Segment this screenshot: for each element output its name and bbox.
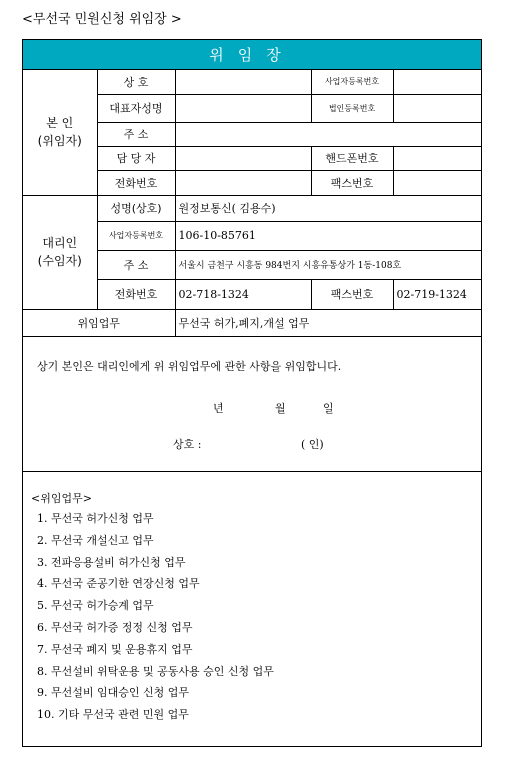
- form-table: [23, 40, 481, 337]
- company-field[interactable]: [175, 69, 311, 94]
- agent-fax-label: 팩스번호: [311, 279, 393, 309]
- date-day: 일: [323, 402, 334, 415]
- page-title: <무선국 민원신청 위임장 >: [22, 12, 182, 27]
- agent-fax-value: 02-719-1324: [393, 279, 481, 309]
- signature-label: 상호 :: [173, 438, 202, 451]
- duty-value: 무선국 허가,폐지,개설 업무: [175, 309, 481, 336]
- delegation-statement: 상기 본인은 대리인에게 위 위임업무에 관한 사항을 위임합니다.: [37, 360, 342, 373]
- biz-no-field[interactable]: [393, 69, 481, 94]
- duties-title: <위임업무>: [31, 492, 92, 505]
- agent-phone-value: 02-718-1324: [175, 279, 311, 309]
- signature-line: [173, 436, 324, 452]
- company-label: 상 호: [97, 69, 175, 94]
- list-item: 3. 전파응용설비 허가신청 업무: [37, 555, 186, 569]
- ceo-label: 대표자성명: [97, 94, 175, 122]
- principal-subtitle: (위임자): [37, 134, 82, 148]
- address-field[interactable]: [175, 122, 481, 146]
- list-item: 4. 무선국 준공기한 연장신청 업무: [37, 577, 200, 591]
- date-month: 월: [275, 402, 286, 415]
- agent-biz-no-label: 사업자등록번호: [97, 221, 175, 250]
- list-item: 10. 기타 무선국 관련 민원 업무: [37, 708, 189, 722]
- agent-subtitle: (수임자): [37, 254, 82, 268]
- date-line: [213, 400, 334, 416]
- list-item: 8. 무선설비 위탁운용 및 공동사용 승인 신청 업무: [37, 664, 274, 678]
- mobile-label: 핸드폰번호: [311, 146, 393, 170]
- fax-label: 팩스번호: [311, 170, 393, 195]
- signature-seal: ( 인): [301, 438, 324, 451]
- section-divider: [23, 471, 481, 472]
- list-item: 1. 무선국 허가신청 업무: [37, 512, 154, 525]
- agent-address-label: 주 소: [97, 250, 175, 279]
- duty-label: 위임업무: [23, 309, 175, 336]
- agent-title: 대리인: [42, 236, 78, 250]
- mobile-field[interactable]: [393, 146, 481, 170]
- duties-list: [37, 508, 274, 726]
- list-item: 9. 무선설비 임대승인 신청 업무: [37, 686, 189, 700]
- phone-field[interactable]: [175, 170, 311, 195]
- ceo-field[interactable]: [175, 94, 311, 122]
- manager-field[interactable]: [175, 146, 311, 170]
- agent-biz-no-value: 106-10-85761: [175, 221, 481, 250]
- list-item: 6. 무선국 허가증 정정 신청 업무: [37, 620, 193, 634]
- agent-phone-label: 전화번호: [97, 279, 175, 309]
- agent-name-label: 성명(상호): [97, 195, 175, 221]
- agent-label: [23, 195, 97, 309]
- corp-no-label: 법인등록번호: [311, 94, 393, 122]
- fax-field[interactable]: [393, 170, 481, 195]
- principal-label: [23, 69, 97, 195]
- manager-label: 담 당 자: [97, 146, 175, 170]
- corp-no-field[interactable]: [393, 94, 481, 122]
- delegation-form: [22, 39, 482, 747]
- list-item: 2. 무선국 개설신고 업무: [37, 533, 154, 547]
- date-year: 년: [213, 402, 224, 415]
- principal-title: 본 인: [46, 116, 74, 130]
- phone-label: 전화번호: [97, 170, 175, 195]
- list-item: 5. 무선국 허가승계 업무: [37, 599, 154, 613]
- form-header: 위임장: [23, 40, 481, 69]
- agent-address-value: 서울시 금천구 시흥동 984번지 시흥유통상가 1동-108호: [175, 250, 481, 279]
- biz-no-label: 사업자등록번호: [311, 69, 393, 94]
- address-label: 주 소: [97, 122, 175, 146]
- list-item: 7. 무선국 폐지 및 운용휴지 업무: [37, 642, 193, 656]
- agent-name-value: 원정보통신( 김용수): [175, 195, 481, 221]
